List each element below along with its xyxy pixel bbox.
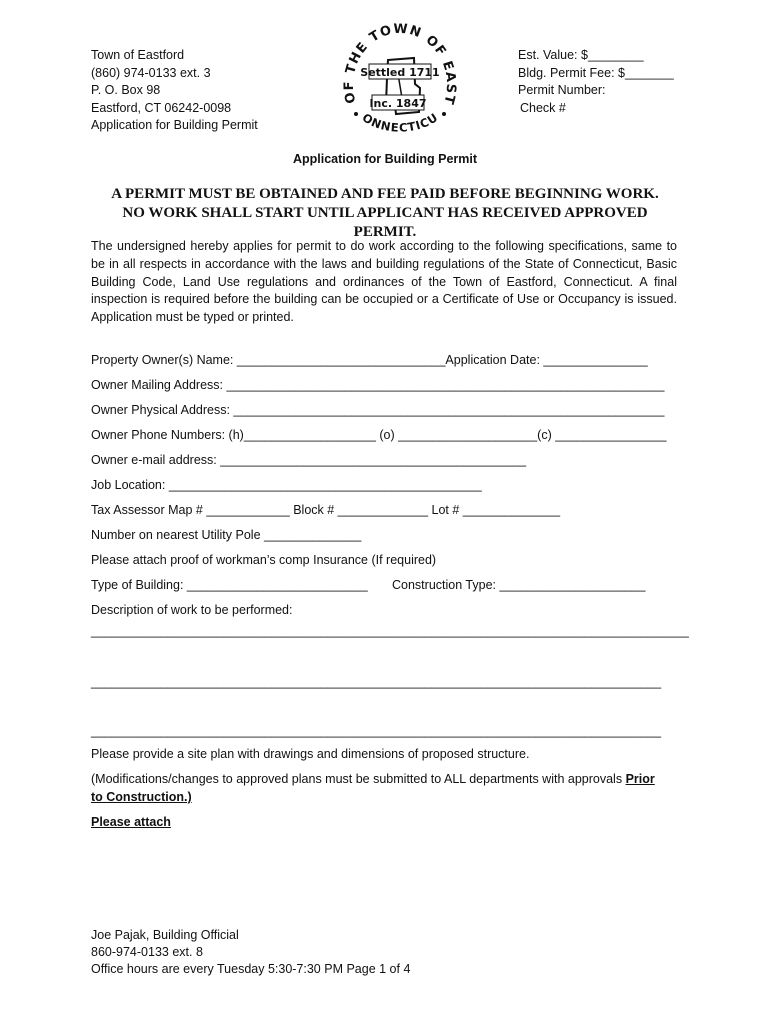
permit-fee-field[interactable]: Bldg. Permit Fee: $_______ [518, 65, 674, 80]
phone-numbers-field[interactable]: Owner Phone Numbers: (h)___________________ (o) ____________________(c) ________________ [91, 428, 667, 442]
town-name: Town of Eastford [91, 48, 185, 62]
please-attach-heading: Please attach [91, 815, 171, 829]
seal-dot-left-icon [354, 112, 358, 116]
footer-official: Joe Pajak, Building Official [91, 928, 239, 942]
description-line-1[interactable]: ______________________________________________________________________________________ [91, 624, 689, 638]
town-seal [340, 14, 460, 148]
town-form-name: Application for Building Permit [91, 118, 258, 132]
description-line-3[interactable]: __________________________________________________________________________________ [91, 724, 662, 738]
fees-block [518, 47, 674, 117]
seal-dot-right-icon [442, 112, 446, 116]
email-field[interactable]: Owner e-mail address: ____________________________________________ [91, 453, 527, 467]
job-location-field[interactable]: Job Location: _____________________________________________ [91, 478, 482, 492]
check-number-field[interactable]: Check # [520, 100, 566, 115]
insurance-note: Please attach proof of workman’s comp Insurance (If required) [91, 553, 437, 567]
svg-text:SEAL OF THE TOWN OF EASTFORD [340, 14, 458, 107]
tax-map-field[interactable]: Tax Assessor Map # ____________ Block # _____________ Lot # ______________ [91, 503, 561, 517]
site-plan-note: Please provide a site plan with drawings and dimensions of proposed structure. [91, 747, 530, 761]
seal-inc-text: Inc. 1847 [369, 97, 427, 110]
mailing-address-field[interactable]: Owner Mailing Address: _______________________________________________________________ [91, 378, 665, 392]
modifications-emphasis-2: to Construction.) [91, 790, 192, 804]
seal-bottom-text: ONNECTICU [359, 110, 441, 135]
footer-phone: 860-974-0133 ext. 8 [91, 945, 203, 959]
physical-address-field[interactable]: Owner Physical Address: ______________________________________________________________ [91, 403, 665, 417]
description-label: Description of work to be performed: [91, 603, 293, 617]
intro-paragraph: The undersigned hereby applies for permit to do work according to the following specifications, same to be in all respects in accordance with the laws and building regulations of the State of Connecticut, Basic Building Code, Land Use regulations and ordinances of the Town of Eastford, Connecticut. A final inspection is required before the building can be occupied or a Certificate of Use or Occupancy is issued. Application must be typed or printed. [91, 239, 677, 325]
permit-warning: A PERMIT MUST BE OBTAINED AND FEE PAID BEFORE BEGINNING WORK. NO WORK SHALL START UNTIL APPLICANT HAS RECEIVED APPROVED PERMIT. [111, 186, 659, 240]
seal-top-text: OF THE TOWN OF EAST [341, 21, 459, 107]
seal-graphic [340, 14, 460, 148]
modifications-emphasis-1: Prior [625, 772, 655, 786]
document-title: Application for Building Permit [292, 152, 478, 166]
utility-pole-field[interactable]: Number on nearest Utility Pole ______________ [91, 528, 362, 542]
seal-settled-text: Settled 1711 [360, 66, 440, 79]
modifications-text: (Modifications/changes to approved plans must be submitted to ALL departments with approvals [91, 772, 626, 786]
town-po-box: P. O. Box 98 [91, 83, 161, 97]
permit-number-field[interactable]: Permit Number: [518, 83, 606, 97]
town-info-block [91, 47, 258, 135]
footer-hours: Office hours are every Tuesday 5:30-7:30 PM Page 1 of 4 [91, 962, 411, 976]
building-type-field[interactable]: Type of Building: __________________________ [91, 578, 368, 592]
town-address: Eastford, CT 06242-0098 [91, 100, 232, 115]
construction-type-field[interactable]: Construction Type: _____________________ [392, 578, 646, 592]
town-phone: (860) 974-0133 ext. 3 [91, 65, 211, 80]
modifications-note [91, 771, 655, 787]
est-value-field[interactable]: Est. Value: $________ [518, 48, 644, 62]
owner-name-field[interactable]: Property Owner(s) Name: ______________________________Application Date: _______________ [91, 353, 648, 367]
description-line-2[interactable]: __________________________________________________________________________________ [91, 675, 662, 689]
